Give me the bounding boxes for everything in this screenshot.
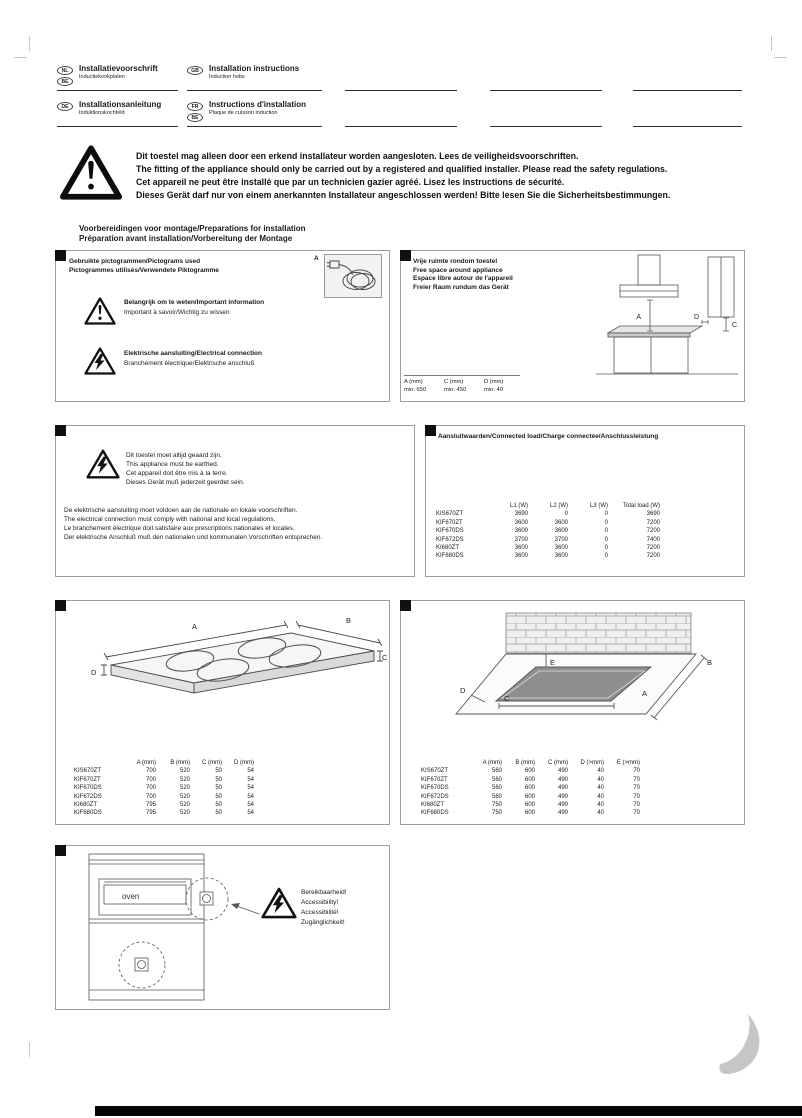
model-cell: KIF680DS	[74, 810, 102, 817]
pictograms-title-line2: Pictogrammes utilisés/Verwendete Piktogramme	[69, 266, 219, 274]
table-cell: 3690	[514, 511, 528, 518]
corner-marker	[400, 600, 411, 611]
electrical-text	[124, 350, 262, 368]
lang-badge-be2: BE	[187, 113, 203, 122]
crop-mark	[29, 1042, 30, 1057]
cutout-label-e: E	[550, 658, 556, 667]
table-cell: 560	[491, 793, 502, 800]
corner-marker	[425, 425, 436, 436]
table-cell: 70	[633, 793, 640, 800]
table-cell: 0	[604, 545, 608, 552]
earthing-line: Cet appareil doit être mis à la terre.	[126, 470, 228, 477]
model-cell: KIF670DS	[74, 785, 102, 792]
lang-badge-fr: FR	[187, 102, 203, 111]
electrical-warning-icon	[261, 886, 297, 920]
table-cell: 54	[247, 793, 254, 800]
model-cell: KIF680DS	[436, 553, 464, 560]
table-cell: 750	[491, 802, 502, 809]
divider	[57, 126, 178, 127]
pictograms-box	[55, 250, 390, 402]
model-cell: KI680ZT	[436, 545, 460, 552]
model-cell: KIF670ZT	[74, 776, 101, 783]
title-de: Installationsanleitung	[79, 100, 162, 109]
earthing-line: Dit toestel moet altijd geaard zijn.	[126, 452, 222, 459]
blank-field-line	[633, 126, 742, 127]
blank-field-line	[490, 126, 602, 127]
table-cell: 70	[633, 768, 640, 775]
table-cell: 3600	[514, 553, 528, 560]
lang-badge-gb: GB	[187, 66, 203, 75]
lang-badge-be: BE	[57, 77, 73, 86]
earthing-box	[55, 425, 415, 577]
cutout-diagram	[446, 609, 736, 757]
title-gb: Installation instructions	[209, 64, 300, 73]
important-line1: Belangrijk om te weten/Important information	[124, 299, 265, 306]
table-cell: min. 450	[444, 387, 467, 393]
table-cell: 40	[597, 776, 604, 783]
table-cell: 520	[179, 793, 190, 800]
table-cell: 795	[145, 802, 156, 809]
table-cell: 7200	[646, 545, 660, 552]
hob-dim-label-c: C	[382, 653, 388, 662]
title-fr: Instructions d'installation	[209, 100, 307, 109]
table-cell: 50	[215, 776, 222, 783]
table-cell: 54	[247, 810, 254, 817]
table-cell: 795	[145, 810, 156, 817]
table-cell: 700	[145, 768, 156, 775]
table-cell: 3690	[646, 511, 660, 518]
corner-marker	[400, 250, 411, 261]
table-cell: 40	[597, 793, 604, 800]
free-space-title-line: Free space around appliance	[413, 266, 503, 274]
hob-dim-label-b: B	[346, 616, 352, 625]
table-header-cell: L2 (W)	[550, 503, 568, 509]
crop-mark	[29, 36, 30, 51]
bottom-bar	[95, 1106, 802, 1116]
table-cell: 50	[215, 793, 222, 800]
table-cell: 70	[633, 785, 640, 792]
divider	[57, 90, 178, 91]
section-heading-line2: Préparation avant installation/Vorbereitung der Montage	[79, 234, 293, 243]
table-cell: 600	[524, 810, 535, 817]
table-header-cell: L1 (W)	[510, 503, 528, 509]
table-cell: 70	[633, 802, 640, 809]
cutout-dimensions-box	[400, 600, 745, 825]
table-header-cell: L3 (W)	[590, 503, 608, 509]
table-cell: min. 40	[484, 387, 504, 393]
table-header-cell: D (mm)	[484, 379, 504, 385]
regulations-line: De elektrische aansluiting moet voldoen aan de nationale en lokale voorschriften.	[64, 507, 298, 514]
accessibility-line: Accessibilité!	[301, 909, 339, 916]
table-header-cell: E (>mm)	[616, 760, 640, 766]
table-cell: 3700	[554, 536, 568, 543]
table-cell: 54	[247, 776, 254, 783]
table-cell: 54	[247, 768, 254, 775]
table-cell: 0	[564, 511, 568, 518]
model-cell: KIF670ZT	[421, 776, 448, 783]
section-heading-line1: Voorbereidingen voor montage/Preparations for installation	[79, 224, 306, 233]
model-cell: KI680ZT	[421, 802, 445, 809]
table-cell: 490	[557, 793, 568, 800]
lang-badge-de: DE	[57, 102, 73, 111]
table-header-cell	[436, 502, 494, 510]
divider	[187, 126, 322, 127]
hob-dimensions-table	[74, 759, 260, 818]
table-cell: 560	[491, 785, 502, 792]
model-cell: KIF672DS	[74, 793, 102, 800]
cutout-label-d: D	[460, 686, 466, 695]
free-space-label-a: A	[636, 314, 641, 321]
brand-swoosh-logo	[710, 1012, 770, 1076]
regulations-statement	[64, 506, 322, 542]
table-cell: 7400	[646, 536, 660, 543]
table-cell: 600	[524, 776, 535, 783]
hob-diagram	[56, 607, 391, 757]
table-cell: 520	[179, 802, 190, 809]
table-cell: 700	[145, 776, 156, 783]
table-header-cell: D (>mm)	[580, 760, 604, 766]
table-header-cell: Total load (W)	[622, 503, 660, 509]
subtitle-de: Induktionskochfeld	[79, 110, 125, 116]
connected-load-title: Aansluitwaarden/Connected load/Charge connectée/Anschlussleistung	[438, 433, 659, 440]
pictograms-title-line1: Gebruikte pictogrammen/Pictograms used	[69, 258, 201, 265]
table-cell: 0	[604, 519, 608, 526]
free-space-title	[413, 258, 513, 292]
accessibility-diagram	[74, 852, 289, 1007]
crop-mark	[771, 36, 772, 51]
divider	[187, 90, 322, 91]
table-header-cell: C (mm)	[202, 760, 222, 766]
regulations-line: Le branchement électrique doit satisfaire aux prescriptions nationales et locales.	[64, 525, 295, 532]
regulations-line: The electrical connection must comply with national and local regulations.	[64, 516, 276, 523]
connected-load-table	[436, 502, 666, 561]
important-warning-icon	[84, 296, 116, 326]
accessibility-line: Accessibility!	[301, 899, 339, 906]
table-cell: 700	[145, 785, 156, 792]
table-header-cell: A (mm)	[136, 760, 156, 766]
oven-label: oven	[122, 892, 140, 901]
model-cell: KIF670DS	[421, 785, 449, 792]
accessibility-box	[55, 845, 390, 1010]
table-cell: 520	[179, 776, 190, 783]
table-cell: 3600	[554, 553, 568, 560]
free-space-title-line: Vrije ruimte rondom toestel	[413, 258, 498, 265]
table-cell: 600	[524, 785, 535, 792]
blank-field-line	[345, 90, 457, 91]
hob-dim-label-d: D	[91, 668, 97, 677]
regulations-line: Der elektrische Anschluß muß den nationalen und kommunalen Vorschriften entsprechen.	[64, 534, 323, 541]
table-cell: 520	[179, 785, 190, 792]
crop-mark	[774, 57, 787, 58]
pictograms-title	[69, 258, 219, 275]
warning-line: The fitting of the appliance should only be carried out by a registered and qualified installer. Please read the safety regulations.	[136, 164, 668, 174]
cutout-label-a: A	[642, 689, 648, 698]
table-cell: 490	[557, 810, 568, 817]
model-cell: KIF680DS	[421, 810, 449, 817]
cable-label: A	[314, 255, 319, 262]
subtitle-gb: Induction hobs	[209, 74, 245, 80]
free-space-box	[400, 250, 745, 402]
crop-mark	[14, 57, 27, 58]
table-header-cell: B (mm)	[170, 760, 190, 766]
table-cell: 40	[597, 802, 604, 809]
corner-marker	[55, 845, 66, 856]
table-header-cell: D (mm)	[234, 760, 254, 766]
earthing-line: This appliance must be earthed.	[126, 461, 219, 468]
table-cell: 54	[247, 785, 254, 792]
warning-triangle-icon	[60, 144, 122, 201]
table-cell: 70	[633, 776, 640, 783]
model-cell: KIS670ZT	[436, 511, 464, 518]
table-cell: 3600	[554, 545, 568, 552]
lang-badge-nl: NL	[57, 66, 73, 75]
table-cell: 40	[597, 785, 604, 792]
free-space-label-d: D	[693, 314, 699, 321]
subtitle-fr: Plaque de cuisson induction	[209, 110, 278, 116]
table-cell: 600	[524, 802, 535, 809]
model-cell: KIF670ZT	[436, 519, 463, 526]
free-space-table	[404, 375, 520, 394]
earthing-statement	[126, 451, 245, 487]
accessibility-line: Bereikbaarheid!	[301, 889, 347, 896]
table-cell: 520	[179, 810, 190, 817]
table-cell: 3600	[514, 519, 528, 526]
corner-marker	[55, 250, 66, 261]
model-cell: KI680ZT	[74, 802, 98, 809]
table-cell: 520	[179, 768, 190, 775]
table-cell: 490	[557, 802, 568, 809]
cutout-dimensions-table	[421, 759, 646, 818]
electrical-line2: Branchement électrique/Elektrische anschluß	[124, 359, 255, 367]
table-cell: 0	[604, 511, 608, 518]
cutout-label-c: C	[504, 694, 510, 703]
model-cell: KIS670ZT	[421, 768, 449, 775]
accessibility-line: Zugänglichkeit!	[301, 919, 345, 926]
table-header-cell: C (mm)	[548, 760, 568, 766]
table-cell: 0	[604, 536, 608, 543]
table-header-cell: A (mm)	[404, 379, 423, 385]
table-cell: 3600	[554, 528, 568, 535]
table-cell: 750	[491, 810, 502, 817]
table-cell: 7200	[646, 519, 660, 526]
warning-line: Dieses Gerät darf nur von einem anerkannten Installateur angeschlossen werden! Bitte lesen Sie die Sicherheitsbestimmungen.	[136, 190, 671, 200]
blank-field-line	[490, 90, 602, 91]
table-header-cell	[74, 759, 128, 767]
table-cell: 70	[633, 810, 640, 817]
table-cell: 40	[597, 768, 604, 775]
table-cell: 3600	[514, 528, 528, 535]
cutout-label-b: B	[707, 658, 713, 667]
table-cell: 560	[491, 768, 502, 775]
table-cell: 50	[215, 810, 222, 817]
free-space-label-c: C	[732, 322, 738, 329]
model-cell: KIF670DS	[436, 528, 464, 535]
table-cell: min. 650	[404, 387, 427, 393]
electrical-line1: Elektrische aansluiting/Electrical connection	[124, 350, 262, 357]
table-cell: 490	[557, 768, 568, 775]
blank-field-line	[345, 126, 457, 127]
table-cell: 7200	[646, 553, 660, 560]
important-text	[124, 299, 264, 317]
table-cell: 3600	[514, 545, 528, 552]
table-cell: 490	[557, 776, 568, 783]
power-cable-image	[324, 254, 382, 298]
subtitle-nl: Inductiekookplaten	[79, 74, 125, 80]
hob-dim-label-a: A	[192, 622, 198, 631]
blank-field-line	[633, 90, 742, 91]
table-header-cell: A (mm)	[482, 760, 502, 766]
table-cell: 50	[215, 802, 222, 809]
table-header-cell: B (mm)	[515, 760, 535, 766]
table-cell: 600	[524, 793, 535, 800]
model-cell: KIF672DS	[421, 793, 449, 800]
free-space-title-line: Freier Raum rundum das Gerät	[413, 283, 509, 291]
corner-marker	[55, 425, 66, 436]
title-nl: Installatievoorschrift	[79, 64, 158, 73]
table-header-cell	[421, 759, 475, 767]
warning-line: Cet appareil ne peut être installé que par un technicien gazier agréé. Lisez les instructions de sécurité.	[136, 177, 565, 187]
model-cell: KIS670ZT	[74, 768, 102, 775]
model-cell: KIF672DS	[436, 536, 464, 543]
table-cell: 0	[604, 553, 608, 560]
electrical-warning-icon	[86, 448, 120, 480]
accessibility-text	[301, 888, 347, 928]
warning-line: Dit toestel mag alleen door een erkend installateur worden aangesloten. Lees de veiligheidsvoorschriften.	[136, 151, 579, 161]
table-cell: 0	[604, 528, 608, 535]
earthing-line: Dieses Gerät muß jederzeit geerdet sein.	[126, 479, 245, 486]
table-cell: 700	[145, 793, 156, 800]
hob-dimensions-box	[55, 600, 390, 825]
important-line2: Important à savoir/Wichtig zu wissen	[124, 308, 230, 316]
electrical-warning-icon	[84, 346, 116, 376]
table-cell: 50	[215, 785, 222, 792]
table-cell: 600	[524, 768, 535, 775]
table-header-cell: C (mm)	[444, 379, 464, 385]
table-cell: 490	[557, 785, 568, 792]
connected-load-box	[425, 425, 745, 577]
free-space-title-line: Espace libre autour de l'appareil	[413, 275, 513, 282]
table-cell: 7200	[646, 528, 660, 535]
table-cell: 3700	[514, 536, 528, 543]
table-cell: 40	[597, 810, 604, 817]
table-cell: 3600	[554, 519, 568, 526]
table-cell: 50	[215, 768, 222, 775]
table-cell: 54	[247, 802, 254, 809]
safety-warning-text	[136, 150, 670, 202]
section-heading	[79, 224, 306, 244]
table-cell: 560	[491, 776, 502, 783]
free-space-diagram	[556, 253, 741, 375]
